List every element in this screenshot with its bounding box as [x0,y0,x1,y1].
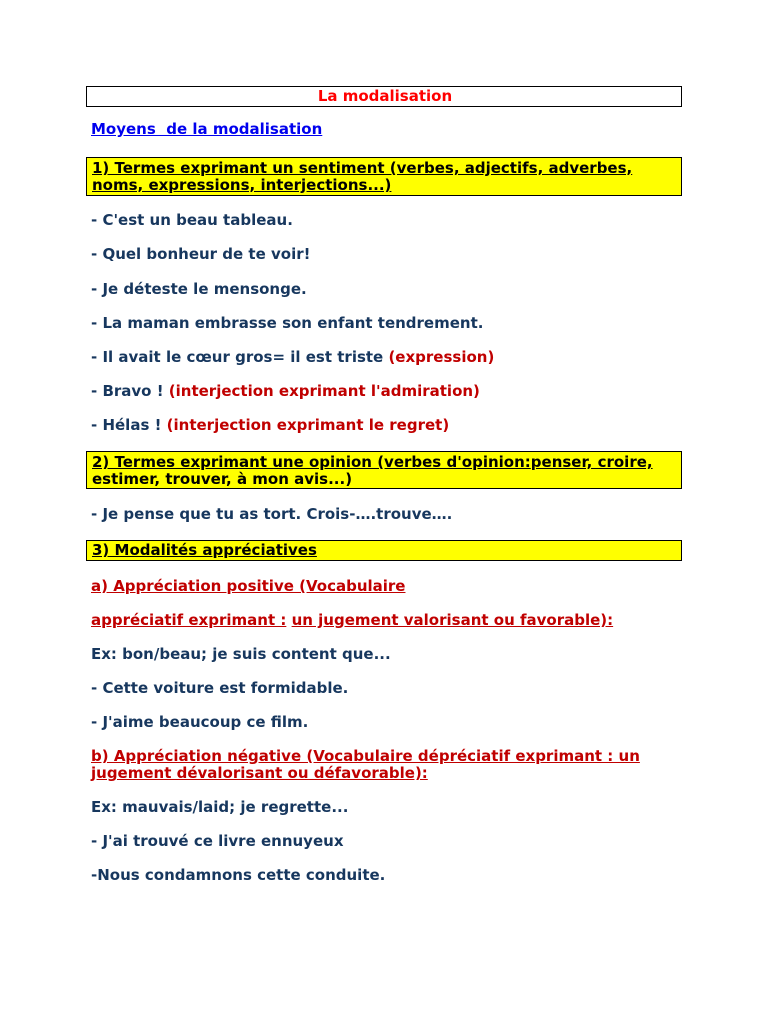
section-3a-example-3: - J'aime beaucoup ce film. [91,713,309,731]
section-3b-example-2: - J'ai trouvé ce livre ennuyeux [91,832,344,850]
example-7-text: - Hélas ! [91,416,167,434]
section-2-heading-box [86,451,682,489]
section-3b-heading-line-1: b) Appréciation négative (Vocabulaire dépréciatif exprimant : un [91,747,640,765]
section-3a-line-2-part-2: un jugement valorisant ou favorable): [291,611,614,629]
section-3b-heading-line-2: jugement dévalorisant ou défavorable): [91,764,428,782]
section-1-example-2: - Quel bonheur de te voir! [91,245,311,263]
section-3a-line-2-part-1: appréciatif exprimant : [91,611,287,629]
section-1-heading-line-1: 1) Termes exprimant un sentiment (verbes, adjectifs, adverbes, [92,159,633,177]
section-1-example-3: - Je déteste le mensonge. [91,280,307,298]
example-7-note: (interjection exprimant le regret) [166,416,450,434]
section-3a-heading-line-2 [91,612,613,629]
title-box [86,86,682,107]
section-1-example-4: - La maman embrasse son enfant tendrement. [91,314,484,332]
example-6-note: (interjection exprimant l'admiration) [168,382,480,400]
section-2-heading-line-2: estimer, trouver, à mon avis...) [92,470,353,488]
section-1-example-6 [91,383,480,400]
section-1-example-1: - C'est un beau tableau. [91,211,293,229]
example-5-text: - Il avait le cœur gros= il est triste [91,348,389,366]
section-2-heading-part-b: penser, croire, [530,453,653,471]
section-2-heading-part-a: 2) Termes exprimant une opinion (verbes d'opinion: [92,453,531,471]
section-3-heading: 3) Modalités appréciatives [92,541,317,559]
section-3a-heading-line-1: a) Appréciation positive (Vocabulaire [91,577,406,595]
section-3a-example-1: Ex: bon/beau; je suis content que... [91,645,391,663]
section-3a-example-2: - Cette voiture est formidable. [91,679,349,697]
section-3-heading-box [86,540,682,561]
section-1-heading-line-2: noms, expressions, interjections...) [92,176,392,194]
example-6-text: - Bravo ! [91,382,169,400]
section-3b-example-1: Ex: mauvais/laid; je regrette... [91,798,349,816]
subtitle-link[interactable]: Moyens de la modalisation [91,120,323,138]
document-title: La modalisation [317,87,453,105]
section-1-example-5 [91,349,494,366]
section-1-heading-box [86,157,682,196]
section-1-example-7 [91,417,449,434]
section-3b-example-3: -Nous condamnons cette conduite. [91,866,386,884]
section-2-heading-line-1 [92,454,653,471]
section-2-example-1: - Je pense que tu as tort. Crois-….trouve…. [91,505,453,523]
example-5-note: (expression) [388,348,495,366]
